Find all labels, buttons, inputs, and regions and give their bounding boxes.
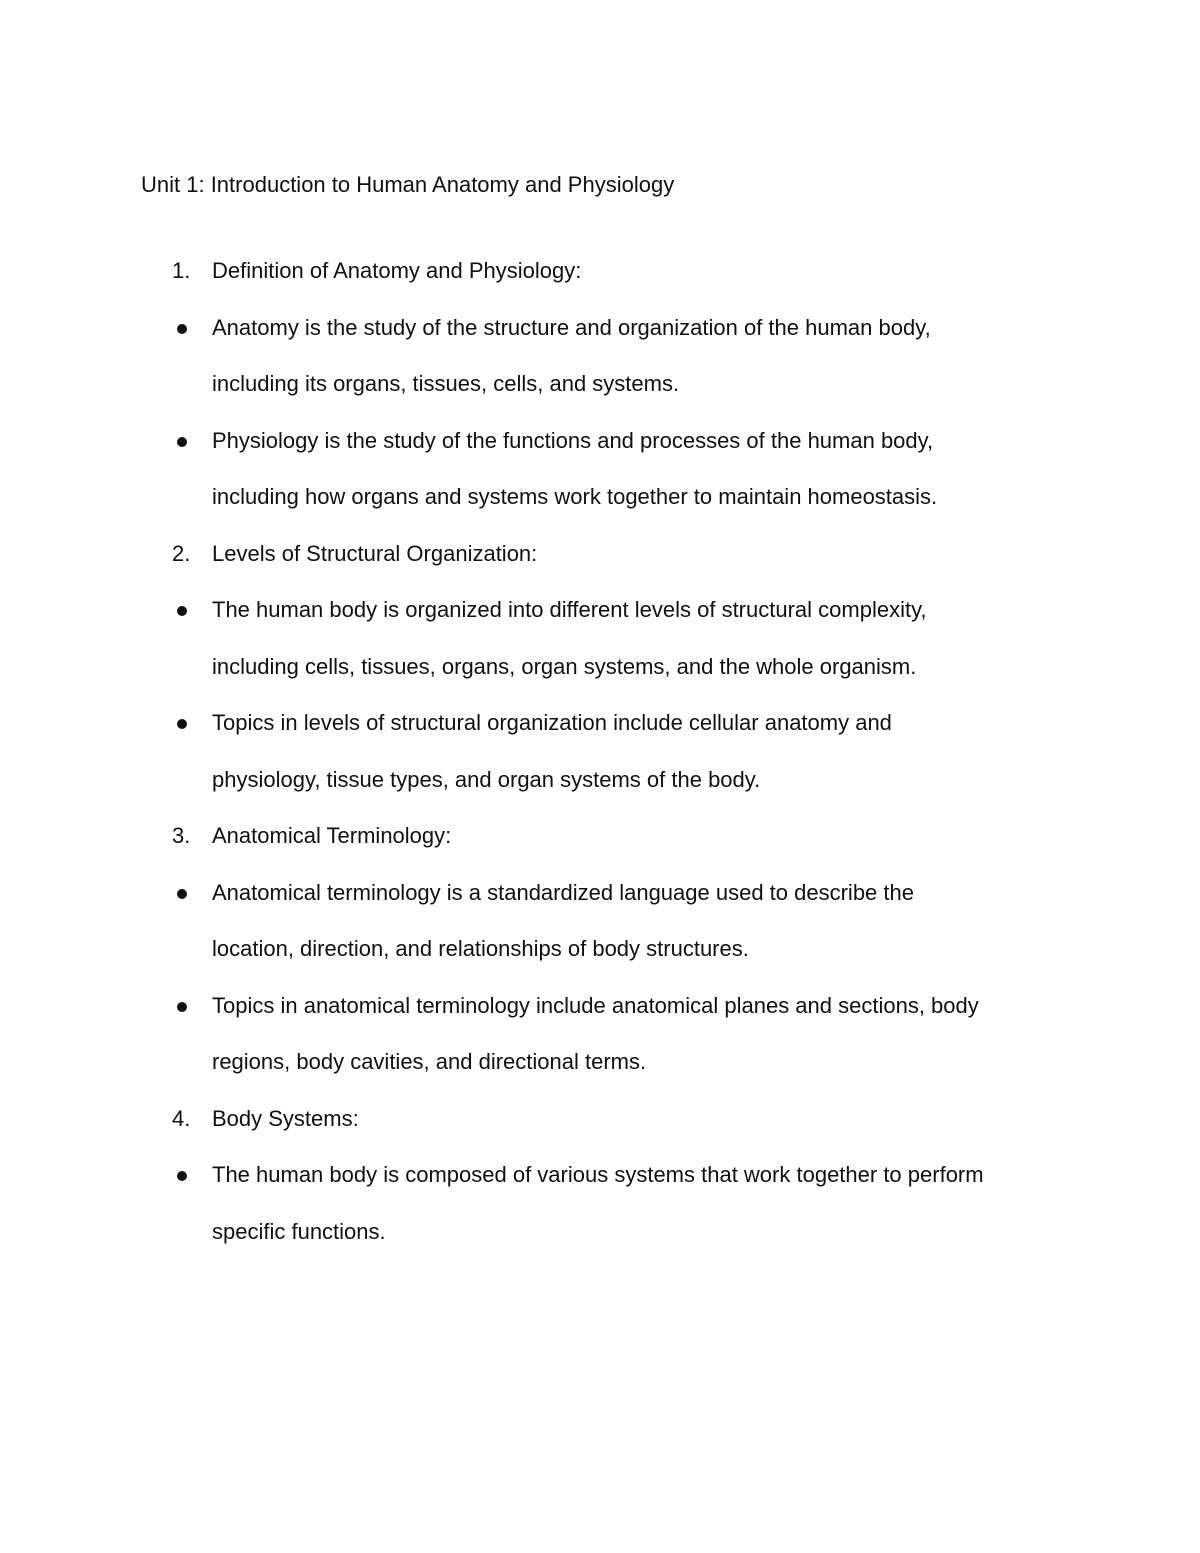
bullet-text: Topics in levels of structural organization include cellular anatomy and (212, 710, 892, 735)
section-heading (0, 254, 1200, 311)
section-heading (0, 819, 1200, 876)
bullet-item (0, 311, 1200, 368)
section-heading (0, 537, 1200, 594)
bullet-item (0, 424, 1200, 481)
bullet-text: The human body is composed of various systems that work together to perform (212, 1162, 984, 1187)
bullet-text: including cells, tissues, organs, organ systems, and the whole organism. (212, 653, 917, 679)
bullet-item-continuation (0, 1045, 1200, 1102)
section-number: 3. (172, 823, 191, 848)
bullet-dot-icon (177, 437, 187, 447)
outline-list (0, 254, 1200, 1271)
bullet-item-continuation (0, 932, 1200, 989)
bullet-dot-icon (177, 719, 187, 729)
bullet-text: Topics in anatomical terminology include anatomical planes and sections, body (212, 992, 979, 1018)
bullet-text: Anatomical terminology is a standardized language used to describe the (212, 879, 914, 905)
bullet-text: location, direction, and relationships of body structures. (212, 936, 749, 961)
bullet-dot-icon (177, 1002, 187, 1012)
bullet-item-continuation (0, 480, 1200, 537)
bullet-dot-icon (177, 1171, 187, 1181)
section-number: 4. (172, 1105, 191, 1131)
bullet-text: including how organs and systems work together to maintain homeostasis. (212, 484, 938, 509)
bullet-dot-icon (177, 606, 187, 616)
bullet-text: physiology, tissue types, and organ systems of the body. (212, 766, 761, 792)
bullet-text: Anatomy is the study of the structure and organization of the human body, (212, 314, 931, 340)
section-heading-text: Definition of Anatomy and Physiology: (212, 258, 582, 283)
bullet-text: Physiology is the study of the functions and processes of the human body, (212, 427, 934, 453)
bullet-item (0, 876, 1200, 933)
bullet-item-continuation (0, 1215, 1200, 1272)
bullet-item-continuation (0, 763, 1200, 820)
bullet-item-continuation (0, 650, 1200, 707)
bullet-dot-icon (177, 324, 187, 334)
section-heading-text: Levels of Structural Organization: (212, 540, 538, 566)
section-number: 2. (172, 540, 191, 566)
bullet-dot-icon (177, 889, 187, 899)
bullet-text: specific functions. (212, 1218, 386, 1244)
section-number: 1. (172, 258, 191, 283)
page-title: Unit 1: Introduction to Human Anatomy and Physiology (141, 172, 675, 197)
section-heading (0, 1102, 1200, 1159)
bullet-item (0, 1158, 1200, 1215)
bullet-item (0, 706, 1200, 763)
bullet-text: including its organs, tissues, cells, and systems. (212, 371, 680, 396)
bullet-text: regions, body cavities, and directional terms. (212, 1049, 647, 1074)
bullet-item (0, 989, 1200, 1046)
bullet-item (0, 593, 1200, 650)
section-heading-text: Anatomical Terminology: (212, 823, 452, 848)
section-heading-text: Body Systems: (212, 1105, 359, 1131)
bullet-text: The human body is organized into different levels of structural complexity, (212, 597, 927, 622)
bullet-item-continuation (0, 367, 1200, 424)
